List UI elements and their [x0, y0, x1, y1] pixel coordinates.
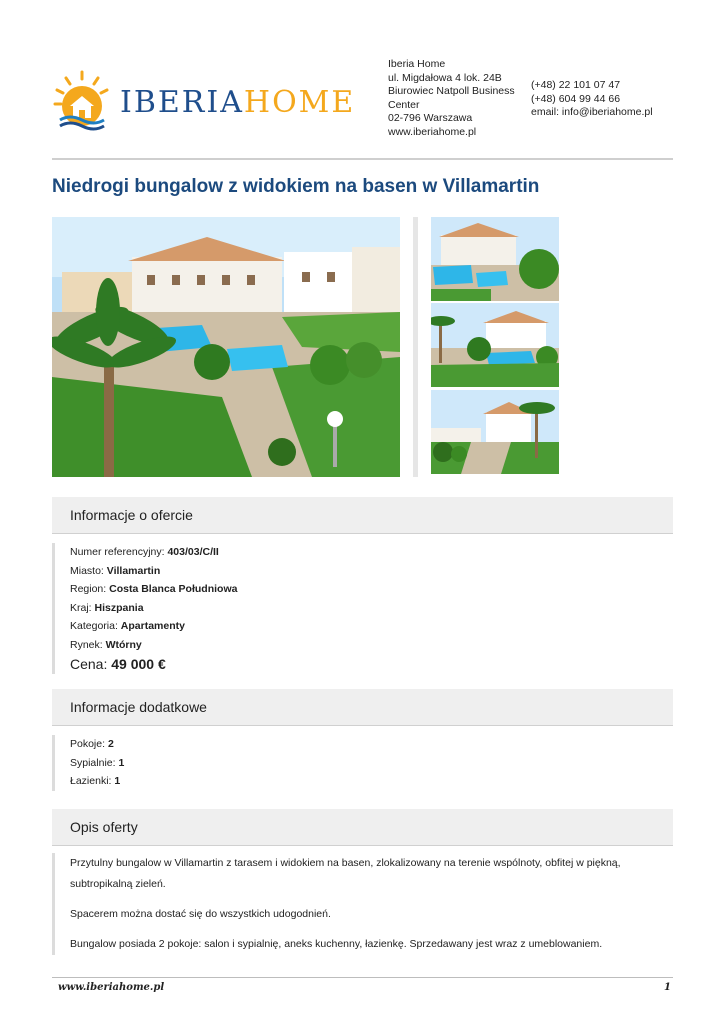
field-reference: Numer referencyjny: 403/03/C/II — [70, 546, 219, 558]
description-paragraph: Przytulny bungalow w Villamartin z tarasem i widokiem na basen, zlokalizowany na terenie wspólnoty, obfitej w piękną, subtropikalną zieleń. — [70, 857, 621, 890]
footer-divider — [52, 977, 673, 978]
section-heading: Informacje o ofercie — [70, 507, 193, 523]
section-offer-info — [52, 497, 673, 534]
offer-details — [52, 543, 237, 674]
price: Cena: 49 000 € — [70, 656, 166, 672]
main-photo[interactable] — [52, 217, 400, 477]
website-link[interactable]: www.iberiahome.pl — [388, 125, 477, 138]
description-paragraph: Spacerem można dostać się do wszystkich udogodnień. — [70, 908, 331, 920]
address-line: Biurowiec Natpoll Business Center — [388, 85, 515, 111]
section-heading: Opis oferty — [70, 819, 138, 835]
description-paragraph: Bungalow posiada 2 pokoje: salon i sypialnię, aneks kuchenny, łazienkę. Sprzedawany jest wraz z umeblowaniem. — [70, 938, 603, 950]
field-market: Rynek: Wtórny — [70, 638, 142, 651]
address-line: Iberia Home — [388, 58, 446, 70]
email-link[interactable]: email: info@iberiahome.pl — [531, 106, 653, 118]
field-bedrooms: Sypialnie: 1 — [70, 756, 125, 769]
company-address — [388, 58, 528, 139]
iberiahome-logo[interactable] — [52, 68, 356, 132]
company-contact — [531, 79, 653, 120]
field-city: Miasto: Villamartin — [70, 564, 161, 577]
additional-details — [52, 735, 124, 791]
field-country: Kraj: Hiszpania — [70, 601, 144, 614]
description-body — [52, 853, 660, 955]
photo-separator — [413, 217, 418, 477]
page-number: 1 — [664, 982, 671, 993]
phone-2[interactable]: (+48) 604 99 44 66 — [531, 92, 621, 105]
header-divider — [52, 158, 673, 160]
thumbnail-photo-2[interactable] — [431, 303, 559, 387]
offer-title: Niedrogi bungalow z widokiem na basen w Villamartin — [52, 176, 540, 197]
field-region: Region: Costa Blanca Południowa — [70, 583, 238, 595]
address-line: 02-796 Warszawa — [388, 112, 473, 124]
section-additional-info — [52, 689, 673, 726]
thumbnail-photo-3[interactable] — [431, 390, 559, 474]
field-bathrooms: Łazienki: 1 — [70, 775, 121, 787]
field-rooms: Pokoje: 2 — [70, 738, 114, 750]
brand-name: IBERIAHOME — [120, 85, 356, 120]
sun-house-logo-icon — [52, 68, 112, 132]
field-category: Kategoria: Apartamenty — [70, 620, 185, 632]
phone-1[interactable]: (+48) 22 101 07 47 — [531, 79, 621, 91]
thumbnail-photo-1[interactable] — [431, 217, 559, 301]
section-description — [52, 809, 673, 846]
footer-website-link[interactable]: www.iberiahome.pl — [58, 982, 165, 993]
address-line: ul. Migdałowa 4 lok. 24B — [388, 71, 502, 84]
section-heading: Informacje dodatkowe — [70, 699, 207, 715]
